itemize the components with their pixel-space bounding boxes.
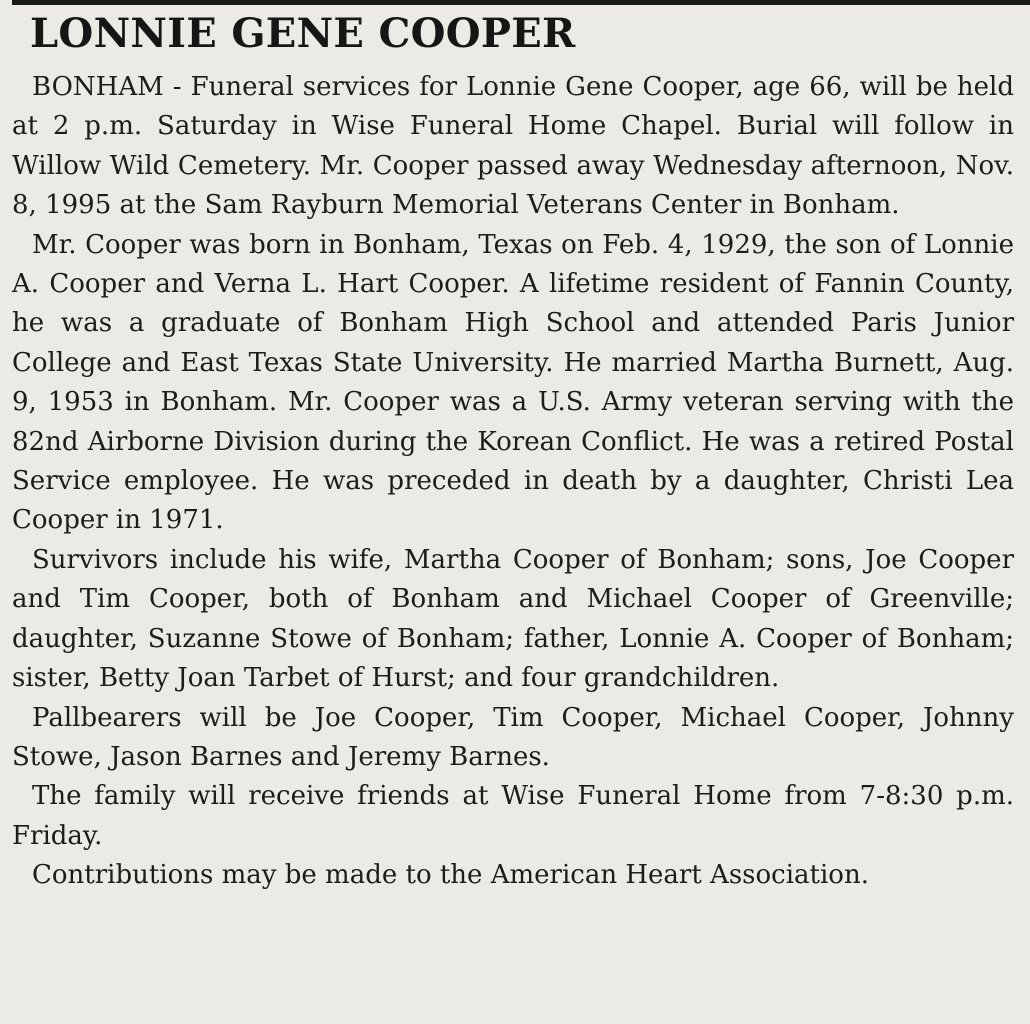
paragraph-service-details: BONHAM - Funeral services for Lonnie Gene Cooper, age 66, will be held at 2 p.m. Saturday in Wise Funeral Home Chapel. Burial will follow in Willow Wild Cemetery. Mr. Cooper passed away Wednesday afternoon, Nov. 8, 1995 at the Sam Rayburn Memorial Veterans Center in Bonham.	[12, 72, 1014, 221]
paragraph-contributions: Contributions may be made to the American Heart Association.	[32, 860, 869, 891]
paragraph-survivors: Survivors include his wife, Martha Cooper of Bonham; sons, Joe Cooper and Tim Cooper, both of Bonham and Michael Cooper of Greenville; daughter, Suzanne Stowe of Bonham; father, Lonnie A. Cooper of Bonham; sister, Betty Joan Tarbet of Hurst; and four grandchildren.	[12, 544, 1014, 694]
paragraph-visitation: The family will receive friends at Wise Funeral Home from 7-8:30 p.m. Friday.	[12, 781, 1014, 851]
top-rule-divider	[12, 0, 1030, 5]
paragraph-biography: Mr. Cooper was born in Bonham, Texas on Feb. 4, 1929, the son of Lonnie A. Cooper and Verna L. Hart Cooper. A lifetime resident of Fannin County, he was a graduate of Bonham High School and attended Paris Junior College and East Texas State University. He married Martha Burnett, Aug. 9, 1953 in Bonham. Mr. Cooper was a U.S. Army veteran serving with the 82nd Airborne Division during the Korean Conflict. He was a retired Postal Service employee. He was preceded in death by a daughter, Christi Lea Cooper in 1971.	[12, 229, 1014, 536]
paragraph-pallbearers: Pallbearers will be Joe Cooper, Tim Cooper, Michael Cooper, Johnny Stowe, Jason Barnes and Jeremy Barnes.	[12, 702, 1014, 772]
obituary-headline: LONNIE GENE COOPER	[30, 10, 576, 57]
obituary-body	[12, 68, 1014, 896]
